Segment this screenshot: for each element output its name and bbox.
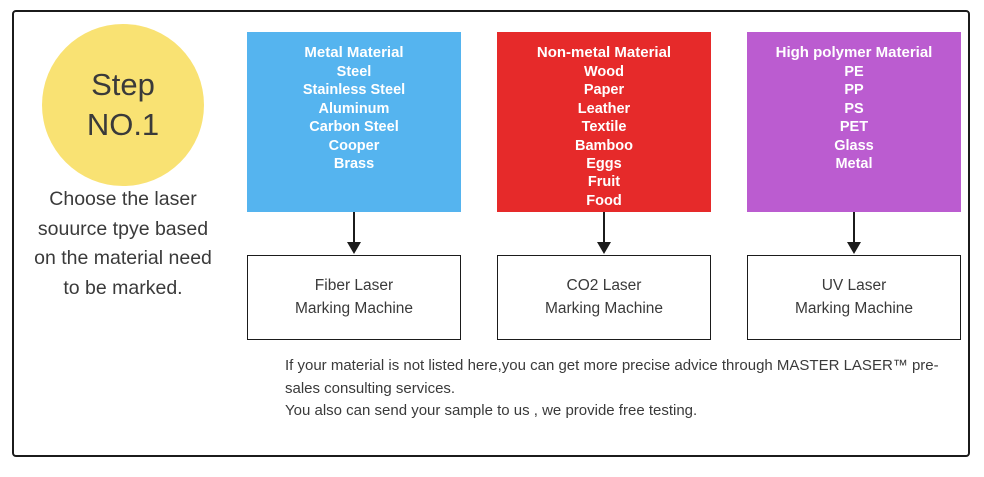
step-title-line2: NO.1 bbox=[86, 107, 160, 142]
machine-name-line2: Marking Machine bbox=[794, 299, 914, 317]
step-description: Choose the laser souurce tpye based on the material need to be marked. bbox=[34, 188, 212, 299]
category-item: Steel bbox=[336, 64, 372, 81]
category-box-high-polymer bbox=[747, 32, 961, 212]
category-item: Carbon Steel bbox=[309, 119, 399, 136]
category-column-metal bbox=[247, 32, 461, 340]
category-item: Textile bbox=[581, 119, 627, 136]
machine-box-uv bbox=[747, 255, 961, 340]
category-title-non-metal: Non-metal Material bbox=[536, 44, 672, 61]
arrow-down-icon bbox=[247, 212, 461, 255]
category-box-metal bbox=[247, 32, 461, 212]
category-title-metal: Metal Material bbox=[304, 44, 404, 61]
machine-name-line1: CO2 Laser bbox=[566, 277, 642, 295]
category-title-high-polymer: High polymer Material bbox=[775, 44, 933, 61]
machine-name-line1: UV Laser bbox=[821, 277, 887, 295]
category-item: Wood bbox=[584, 64, 624, 81]
category-box-non-metal bbox=[497, 32, 711, 212]
footnote bbox=[285, 355, 945, 423]
category-item: Eggs bbox=[586, 156, 622, 173]
footnote-line-2: You also can send your sample to us , we provide free testing. bbox=[285, 402, 698, 419]
step-circle bbox=[42, 24, 204, 186]
category-item: Paper bbox=[583, 82, 625, 99]
arrow-down-icon bbox=[747, 212, 961, 255]
category-item: PS bbox=[844, 100, 864, 117]
category-item: Glass bbox=[834, 137, 874, 154]
step-title-line1: Step bbox=[91, 67, 155, 103]
category-item: Leather bbox=[577, 100, 631, 117]
category-item: Bamboo bbox=[575, 137, 633, 154]
arrow-down-icon bbox=[497, 212, 711, 255]
category-column-non-metal bbox=[497, 32, 711, 340]
machine-name-line2: Marking Machine bbox=[294, 299, 414, 317]
category-item: Fruit bbox=[587, 174, 621, 191]
machine-box-co2 bbox=[497, 255, 711, 340]
machine-box-fiber bbox=[247, 255, 461, 340]
category-column-high-polymer bbox=[747, 32, 961, 340]
category-item: PET bbox=[839, 119, 869, 136]
category-item: PP bbox=[844, 82, 864, 99]
machine-name-line1: Fiber Laser bbox=[314, 277, 394, 295]
category-item: Brass bbox=[333, 156, 375, 173]
category-item: Stainless Steel bbox=[302, 82, 406, 99]
category-item: Aluminum bbox=[318, 100, 390, 117]
category-item: Cooper bbox=[328, 137, 380, 154]
category-item: Food bbox=[586, 192, 622, 209]
category-item: PE bbox=[844, 64, 864, 81]
machine-name-line2: Marking Machine bbox=[544, 299, 664, 317]
footnote-line-1: If your material is not listed here,you can get more precise advice through MASTER LASER™ pre-sales consulting services. bbox=[285, 357, 939, 397]
category-item: Metal bbox=[835, 156, 873, 173]
